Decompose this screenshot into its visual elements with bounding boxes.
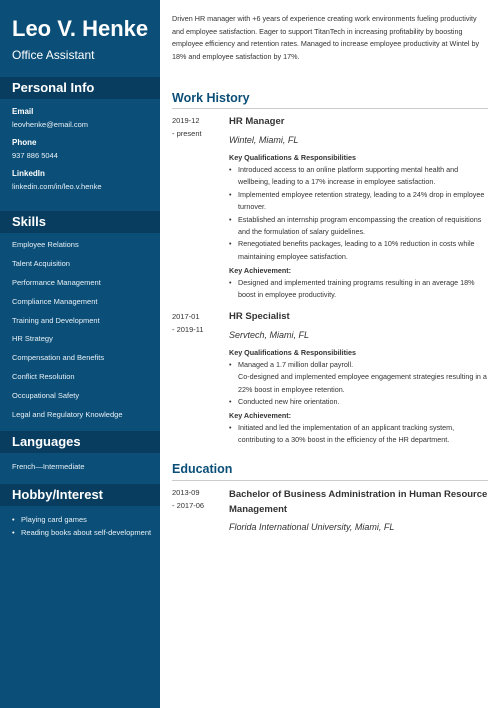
achievements-list <box>229 422 491 447</box>
education-degree: Bachelor of Business Administration in Human Resource Management <box>229 489 488 515</box>
hobby-item: • Reading books about self-development <box>12 527 152 540</box>
responsibilities-label: Key Qualifications & Responsibilities <box>229 348 357 357</box>
job-company: Wintel, Miami, FL <box>229 135 299 145</box>
responsibilities-list <box>229 359 491 409</box>
skills-bar <box>0 211 160 233</box>
language-item: French—Intermediate <box>12 462 85 471</box>
hobbies-title: Hobby/Interest <box>12 487 104 502</box>
languages-bar <box>0 431 160 453</box>
responsibility-item: • Introduced access to an online platform supporting mental health and wellbeing, leading to a 17% increase in employee satisfaction. <box>229 164 491 189</box>
skills-list <box>12 240 152 429</box>
job-date: 2019-12 - present <box>172 116 202 138</box>
job-title: HR Specialist <box>229 311 290 322</box>
responsibilities-list <box>229 164 491 263</box>
section-divider <box>172 108 488 109</box>
email-value: leovhenke@email.com <box>12 120 88 129</box>
section-divider <box>172 480 488 481</box>
linkedin-label: LinkedIn <box>12 169 45 178</box>
responsibilities-label: Key Qualifications & Responsibilities <box>229 153 357 162</box>
email-label: Email <box>12 107 34 116</box>
hobbies-list <box>12 514 152 539</box>
skill-item: Talent Acquisition <box>12 258 70 268</box>
skill-item: Conflict Resolution <box>12 372 75 382</box>
responsibility-item: • Renegotiated benefits packages, leading to a 10% reduction in costs while maintaining employee satisfaction. <box>229 238 491 263</box>
job-date: 2017-01 - 2019-11 <box>172 312 204 334</box>
achievement-item: • Designed and implemented training programs resulting in an average 18% boost in employee productivity. <box>229 277 491 302</box>
candidate-role: Office Assistant <box>12 48 95 62</box>
skill-item: HR Strategy <box>12 334 53 344</box>
summary-text: Driven HR manager with +6 years of experience creating work environments fueling productivity and employee satisfaction. Eager to support TitanTech in increasing profitability by boosting employee efficiency and retention rates. Managed to increase employee productivity at Wintel by 18% and employee satisfaction by 17%. <box>172 14 480 61</box>
education-school: Florida International University, Miami, FL <box>229 522 395 532</box>
responsibility-item: • Implemented employee retention strategy, leading to a 24% drop in employee turnover. <box>229 189 491 214</box>
achievement-label: Key Achievement: <box>229 411 292 420</box>
job-company: Servtech, Miami, FL <box>229 330 310 340</box>
skill-item: Compensation and Benefits <box>12 353 105 363</box>
hobby-item: • Playing card games <box>12 514 152 527</box>
education-heading: Education <box>172 462 233 476</box>
linkedin-value: linkedin.com/in/leo.v.henke <box>12 182 102 191</box>
personal-info-bar <box>0 77 160 99</box>
languages-title: Languages <box>12 434 81 449</box>
education-date: 2013-09 - 2017-06 <box>172 488 205 510</box>
skills-title: Skills <box>12 214 46 229</box>
achievements-list <box>229 277 491 302</box>
work-history-heading: Work History <box>172 91 250 105</box>
responsibility-item: • Managed a 1.7 million dollar payroll. <box>229 359 491 371</box>
skill-item: Training and Development <box>12 315 100 325</box>
job-title: HR Manager <box>229 116 285 127</box>
hobbies-bar <box>0 484 160 506</box>
phone-value: 937 886 5044 <box>12 151 58 160</box>
skill-item: Occupational Safety <box>12 391 80 401</box>
personal-info-title: Personal Info <box>12 80 95 95</box>
achievement-label: Key Achievement: <box>229 266 292 275</box>
achievement-item: • Initiated and led the implementation of an applicant tracking system, contributing to a 30% boost in the efficiency of the HR department. <box>229 422 491 447</box>
skill-item: Compliance Management <box>12 296 98 306</box>
skill-item: Employee Relations <box>12 240 79 249</box>
phone-label: Phone <box>12 138 37 147</box>
responsibility-item: • Conducted new hire orientation. <box>229 396 491 408</box>
skill-item: Performance Management <box>12 277 101 287</box>
candidate-name: Leo V. Henke <box>12 16 149 41</box>
sidebar <box>0 0 160 708</box>
responsibility-item: • Established an internship program encompassing the creation of requisitions and the formulation of salary guidelines. <box>229 214 491 239</box>
skill-item: Legal and Regulatory Knowledge <box>12 410 123 420</box>
responsibility-item: Co-designed and implemented employee engagement strategies resulting in a 22% boost in employee retention. <box>238 372 487 394</box>
